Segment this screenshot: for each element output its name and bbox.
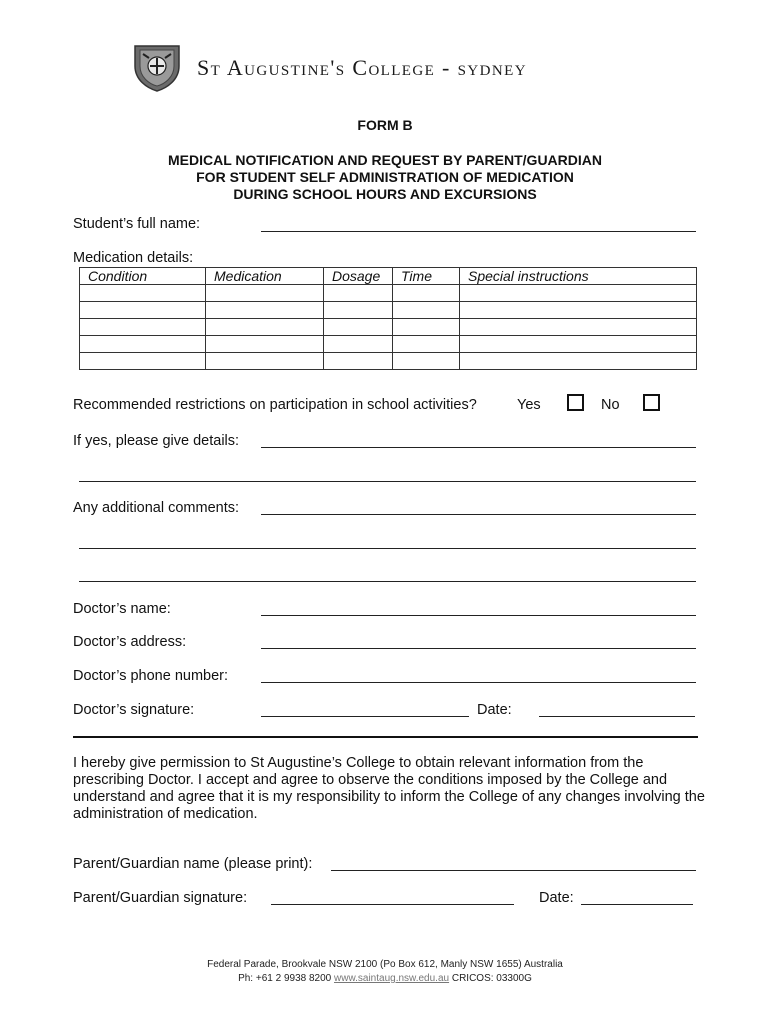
footer-address: Federal Parade, Brookvale NSW 2100 (Po Box 612, Manly NSW 1655) Australia [207, 959, 563, 970]
table-cell[interactable] [393, 302, 460, 319]
table-cell[interactable] [80, 336, 206, 353]
footer-contact [0, 972, 770, 986]
no-label: No [601, 397, 620, 413]
header-special-instructions: Special instructions [460, 268, 697, 285]
table-cell[interactable] [460, 336, 697, 353]
parent-date-label: Date: [539, 890, 574, 906]
table-row [80, 353, 697, 370]
additional-comments-input[interactable] [261, 514, 696, 515]
footer-website-link[interactable]: www.saintaug.nsw.edu.au [334, 973, 450, 984]
college-crest-icon [131, 42, 183, 92]
college-name: St Augustine's College - sydney [197, 55, 527, 80]
table-row [80, 302, 697, 319]
if-yes-details-input[interactable] [261, 447, 696, 448]
no-checkbox[interactable] [643, 394, 660, 411]
student-name-label: Student’s full name: [73, 216, 201, 232]
medication-table [79, 267, 697, 370]
additional-comments-label: Any additional comments: [73, 500, 240, 516]
footer-cricos: CRICOS: 03300G [451, 973, 532, 984]
yes-checkbox[interactable] [567, 394, 584, 411]
table-cell[interactable] [393, 353, 460, 370]
table-cell[interactable] [460, 319, 697, 336]
if-yes-details-input-line-2[interactable] [79, 481, 696, 482]
table-cell[interactable] [393, 285, 460, 302]
table-row [80, 319, 697, 336]
table-cell[interactable] [324, 302, 393, 319]
yes-label: Yes [517, 397, 541, 413]
student-name-input[interactable] [261, 231, 696, 232]
table-cell[interactable] [206, 336, 324, 353]
parent-signature-label: Parent/Guardian signature: [73, 890, 248, 906]
doctor-signature-input[interactable] [261, 716, 469, 717]
form-title-line-3: DURING SCHOOL HOURS AND EXCURSIONS [233, 186, 537, 202]
footer-phone: Ph: +61 2 9938 8200 [238, 973, 332, 984]
doctor-address-label: Doctor’s address: [73, 634, 187, 650]
doctor-date-label: Date: [477, 702, 512, 718]
parent-name-input[interactable] [331, 870, 696, 871]
medication-table-header [80, 268, 697, 285]
parent-name-label: Parent/Guardian name (please print): [73, 856, 313, 872]
table-cell[interactable] [393, 319, 460, 336]
table-cell[interactable] [324, 319, 393, 336]
table-cell[interactable] [206, 302, 324, 319]
parent-signature-input[interactable] [271, 904, 514, 905]
table-cell[interactable] [324, 336, 393, 353]
form-id: FORM B [357, 117, 413, 133]
form-title-line-1: MEDICAL NOTIFICATION AND REQUEST BY PARENT/GUARDIAN [167, 152, 602, 168]
doctor-phone-label: Doctor’s phone number: [73, 668, 229, 684]
doctor-signature-label: Doctor’s signature: [73, 702, 195, 718]
restrictions-question: Recommended restrictions on participation in school activities? [73, 397, 477, 413]
if-yes-details-label: If yes, please give details: [73, 433, 240, 449]
consent-text: I hereby give permission to St Augustine’s College to obtain relevant information from the prescribing Doctor. I accept and agree to observe the conditions imposed by the College and understand and agree that it is my responsibility to inform the College of any changes involving the administration of medication. [73, 755, 705, 822]
doctor-phone-input[interactable] [261, 682, 696, 683]
table-row [80, 285, 697, 302]
doctor-name-label: Doctor’s name: [73, 601, 171, 617]
doctor-name-input[interactable] [261, 615, 696, 616]
table-cell[interactable] [460, 302, 697, 319]
table-cell[interactable] [460, 353, 697, 370]
table-cell[interactable] [393, 336, 460, 353]
table-row [80, 336, 697, 353]
medication-details-label: Medication details: [73, 250, 194, 266]
table-cell[interactable] [324, 285, 393, 302]
table-cell[interactable] [80, 353, 206, 370]
table-cell[interactable] [206, 319, 324, 336]
table-cell[interactable] [460, 285, 697, 302]
additional-comments-input-line-2[interactable] [79, 548, 696, 549]
header-medication: Medication [206, 268, 324, 285]
additional-comments-input-line-3[interactable] [79, 581, 696, 582]
doctor-date-input[interactable] [539, 716, 695, 717]
section-divider [73, 736, 698, 738]
table-cell[interactable] [206, 353, 324, 370]
doctor-address-input[interactable] [261, 648, 696, 649]
header-condition: Condition [80, 268, 206, 285]
table-cell[interactable] [324, 353, 393, 370]
table-cell[interactable] [206, 285, 324, 302]
parent-date-input[interactable] [581, 904, 693, 905]
table-cell[interactable] [80, 319, 206, 336]
header-dosage: Dosage [324, 268, 393, 285]
table-cell[interactable] [80, 302, 206, 319]
form-title-line-2: FOR STUDENT SELF ADMINISTRATION OF MEDICATION [196, 169, 574, 185]
header-time: Time [393, 268, 460, 285]
table-cell[interactable] [80, 285, 206, 302]
